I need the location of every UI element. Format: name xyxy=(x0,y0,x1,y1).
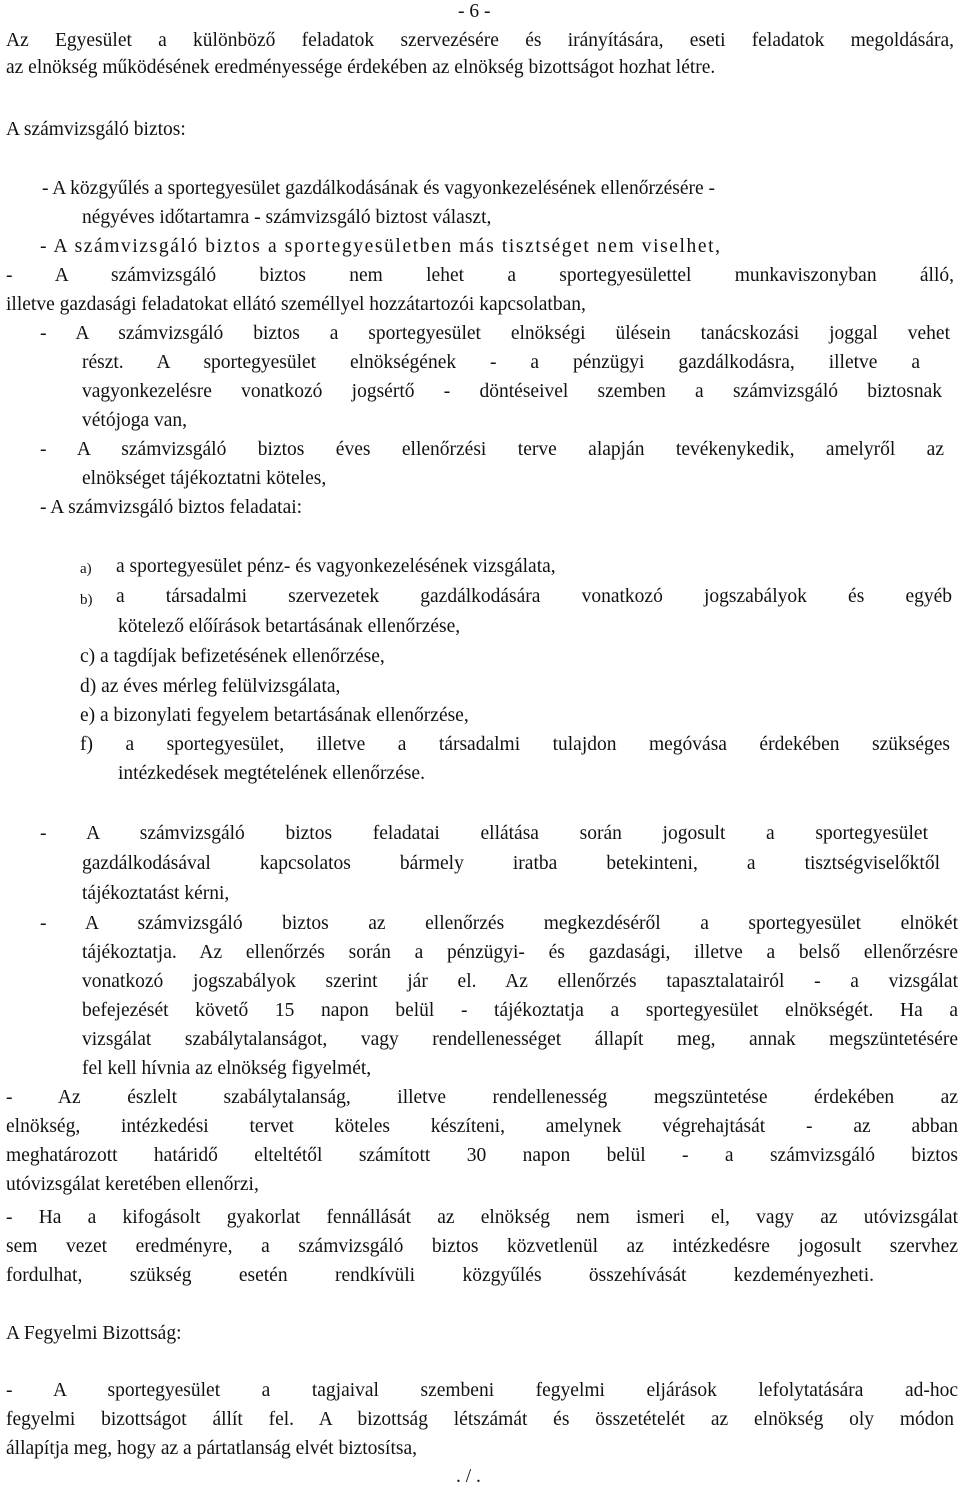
rule-line: - A számvizsgáló biztos éves ellenőrzési terve alapján tevékenykedik, amelyről az xyxy=(40,439,944,460)
rule-line: gazdálkodásával kapcsolatos bármely iratba betekinteni, a tisztségviselőktől xyxy=(82,853,940,874)
rule-line: sem vezet eredményre, a számvizsgáló biztos közvetlenül az intézkedésre jogosult szervhez xyxy=(6,1236,958,1257)
rule-line: - A számvizsgáló biztos feladatai ellátása során jogosult a sportegyesület xyxy=(40,823,928,844)
rule-line: - A közgyűlés a sportegyesület gazdálkodásának és vagyonkezelésének ellenőrzésére - xyxy=(42,178,716,199)
task-item: d) az éves mérleg felülvizsgálata, xyxy=(80,676,341,697)
task-item: e) a bizonylati fegyelem betartásának ellenőrzése, xyxy=(80,705,469,726)
rule-line: befejezését követő 15 napon belül - tájékoztatja a sportegyesület elnökségét. Ha a xyxy=(82,1000,958,1021)
task-label: b) xyxy=(80,592,93,608)
task-item: c) a tagdíjak befizetésének ellenőrzése, xyxy=(80,646,385,667)
task-item: a sportegyesület pénz- és vagyonkezelésének vizsgálata, xyxy=(116,556,556,577)
rule-line: meghatározott határidő elteltétől számított 30 napon belül - a számvizsgáló biztos xyxy=(6,1145,958,1166)
rule-line: tájékoztatja. Az ellenőrzés során a pénzügyi- és gazdasági, illetve a belső ellenőrzésre xyxy=(82,942,958,963)
task-item: f) a sportegyesület, illetve a társadalmi tulajdon megóvása érdekében szükséges xyxy=(80,734,950,755)
rule-line: vétójoga van, xyxy=(82,410,188,431)
rule-line: - A számvizsgáló biztos a sportegyesület elnökségi ülésein tanácskozási joggal vehet xyxy=(40,323,950,344)
intro-line: Az Egyesület a különböző feladatok szervezésére és irányítására, eseti feladatok megoldására, xyxy=(6,30,954,51)
intro-line: az elnökség működésének eredményessége érdekében az elnökség bizottságot hozhat létre. xyxy=(6,57,716,78)
rule-line: elnökség, intézkedési tervet köteles készíteni, amelynek végrehajtását - az abban xyxy=(6,1116,958,1137)
rule-line: részt. A sportegyesület elnökségének - a pénzügyi gazdálkodásra, illetve a xyxy=(82,352,920,373)
rule-line: vizsgálat szabálytalanságot, vagy rendellenességet állapít meg, annak megszüntetésére xyxy=(82,1029,958,1050)
rule-line: - A számvizsgáló biztos az ellenőrzés megkezdéséről a sportegyesület elnökét xyxy=(40,913,958,934)
page-footer: . / . xyxy=(456,1466,481,1487)
task-item: kötelező előírások betartásának ellenőrzése, xyxy=(118,616,461,637)
rule-line: négyéves időtartamra - számvizsgáló biztost választ, xyxy=(82,207,492,228)
auditor-heading: A számvizsgáló biztos: xyxy=(6,119,186,140)
task-item: a társadalmi szervezetek gazdálkodására vonatkozó jogszabályok és egyéb xyxy=(116,586,952,607)
discipline-heading: A Fegyelmi Bizottság: xyxy=(6,1323,182,1344)
task-item: intézkedések megtételének ellenőrzése. xyxy=(118,763,425,784)
discipline-line: állapítja meg, hogy az a pártatlanság elvét biztosítsa, xyxy=(6,1438,417,1459)
rule-line: - A számvizsgáló biztos nem lehet a sportegyesülettel munkaviszonyban álló, xyxy=(6,265,954,286)
discipline-line: - A sportegyesület a tagjaival szembeni fegyelmi eljárások lefolytatására ad-hoc xyxy=(6,1380,958,1401)
rule-line: vonatkozó jogszabályok szerint jár el. Az ellenőrzés tapasztalatairól - a vizsgálat xyxy=(82,971,958,992)
rule-line: fel kell hívnia az elnökség figyelmét, xyxy=(82,1058,372,1079)
rule-line: utóvizsgálat keretében ellenőrzi, xyxy=(6,1174,259,1195)
rule-line: - Az észlelt szabálytalanság, illetve rendellenesség megszüntetése érdekében az xyxy=(6,1087,958,1108)
rule-line: - A számvizsgáló biztos a sportegyesületben más tisztséget nem viselhet, xyxy=(40,236,722,257)
rule-line: illetve gazdasági feladatokat ellátó személlyel hozzátartozói kapcsolatban, xyxy=(6,294,586,315)
page-number: - 6 - xyxy=(458,1,491,22)
rule-line: fordulhat, szükség esetén rendkívüli közgyűlés összehívását kezdeményezheti. xyxy=(6,1265,874,1286)
task-label: a) xyxy=(80,561,92,577)
rule-line: vagyonkezelésre vonatkozó jogsértő - döntéseivel szemben a számvizsgáló biztosnak xyxy=(82,381,942,402)
rule-line: - A számvizsgáló biztos feladatai: xyxy=(40,497,303,518)
rule-line: tájékoztatást kérni, xyxy=(82,883,230,904)
rule-line: - Ha a kifogásolt gyakorlat fennállását az elnökség nem ismeri el, vagy az utóvizsgálat xyxy=(6,1207,958,1228)
discipline-line: fegyelmi bizottságot állít fel. A bizottság létszámát és összetételét az elnökség oly módon xyxy=(6,1409,954,1430)
rule-line: elnökséget tájékoztatni köteles, xyxy=(82,468,327,489)
